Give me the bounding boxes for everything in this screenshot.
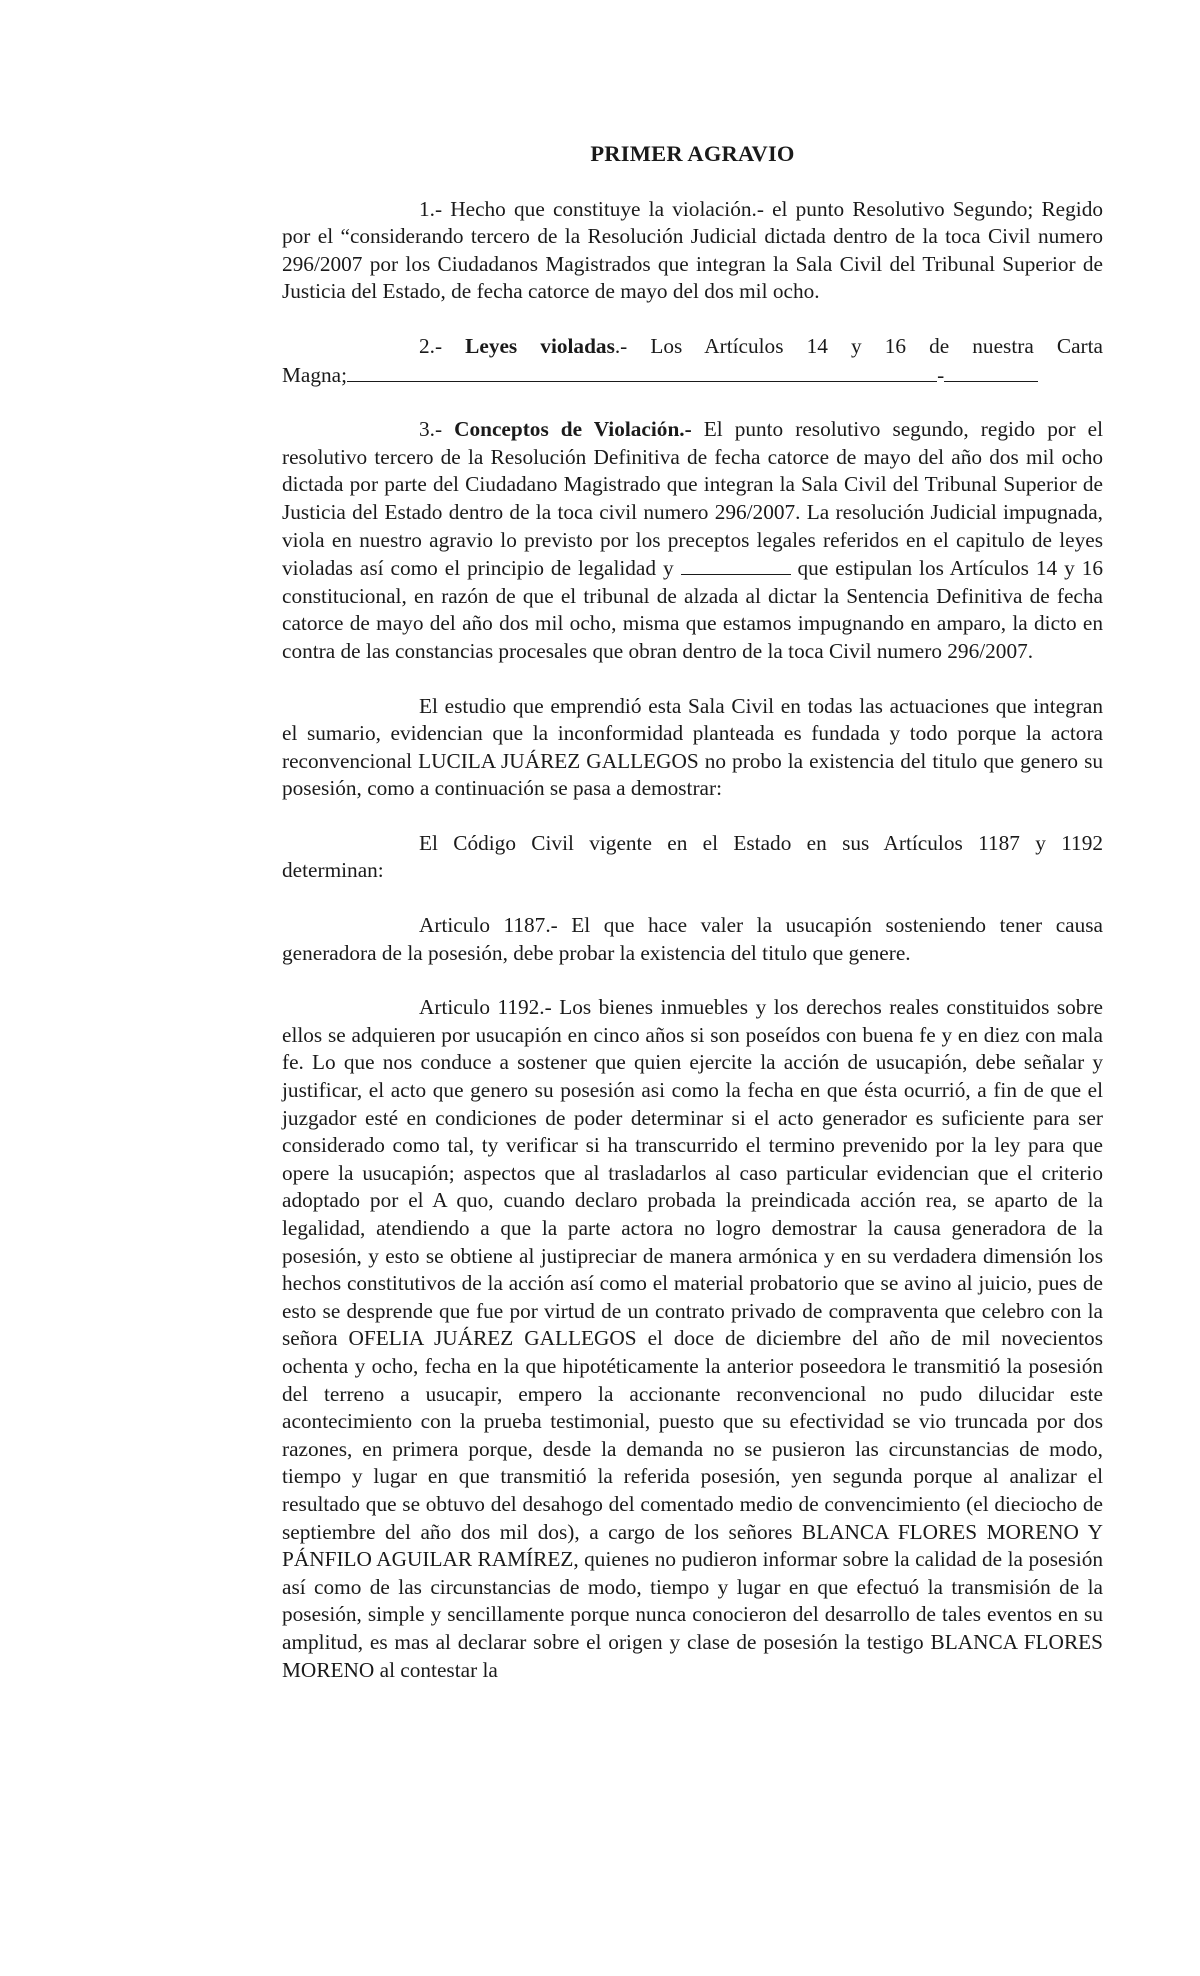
section-heading: Leyes violadas [465,333,615,358]
document-title: PRIMER AGRAVIO [590,141,795,166]
paragraph-articulo-1192: Articulo 1192.- Los bienes inmuebles y los derechos reales constituidos sobre ellos se adquieren por usucapión en cinco años si son poseídos con buena fe y en diez con mala fe. Lo que nos conduce a sostener que quien ejercite la acción de usucapión, debe señalar y justificar, el acto que genero su posesión asi como la fecha en que ésta ocurrió, a fin de que el juzgador esté en condiciones de poder determinar si el acto generador es suficiente para ser considerado como tal, ty verificar si ha transcurrido el termino prevenido por la ley para que opere la usucapión; aspectos que al trasladarlos al caso particular evidencian que el criterio adoptado por el A quo, cuando declaro probada la preindicada acción rea, se aparto de la legalidad, atendiendo a que la parte actora no logro demostrar la causa generadora de la posesión, y esto se obtiene al justipreciar de manera armónica y en su verdadera dimensión los hechos constitutivos de la acción así como el material probatorio que se avino al juicio, pues de esto se desprende que fue por virtud de un contrato privado de compraventa que celebro con la señora OFELIA JUÁREZ GALLEGOS el doce de diciembre del año de mil novecientos ochenta y ocho, fecha en la que hipotéticamente la anterior poseedora le transmitió la posesión del terreno a usucapir, empero la accionante reconvencional no pudo dilucidar este acontecimiento con la prueba testimonial, puesto que su efectividad se vio truncada por dos razones, en primera porque, desde la demanda no se pusieron las circunstancias de modo, tiempo y lugar en que transmitió la referida posesión, yen segunda porque al analizar el resultado que se obtuvo del desahogo del comentado medio de convencimiento (el dieciocho de septiembre del año dos mil dos), a cargo de los señores BLANCA FLORES MORENO Y PÁNFILO AGUILAR RAMÍREZ, quienes no pudieron informar sobre la calidad de la posesión así como de las circunstancias de modo, tiempo y lugar en que efectuó la transmisión de la posesión, simple y sencillamente porque nunca conocieron del desarrollo de tales eventos en su amplitud, es mas al declarar sobre el origen y clase de posesión la testigo BLANCA FLORES MORENO al contestar la [282,995,1103,1682]
blank-line [347,361,937,382]
paragraph-leyes-violadas [282,333,1103,361]
paragraph-text: .- Los Artículos 14 y 16 de nuestra Carta [614,333,1103,358]
blank-line [681,554,791,575]
paragraph-number: 2.- [419,333,466,358]
paragraph-text: que estipulan los Artículos 14 y 16 constitucional, en razón de que el tribunal de alzada al dictar la Sentencia Definitiva de fecha catorce de mayo del año dos mil ocho, misma que estamos impugnando en amparo, la dicto en contra de las constancias procesales que obran dentro de la toca Civil numero 296/2007. [282,556,1104,663]
blank-line [944,361,1038,382]
section-heading: Conceptos de Violación.- [454,417,692,442]
paragraph-articulo-1187: Articulo 1187.- El que hace valer la usucapión sosteniendo tener causa generadora de la posesión, debe probar la existencia del titulo que genere. [282,913,1103,965]
paragraph-codigo-civil: El Código Civil vigente en el Estado en sus Artículos 1187 y 1192 [419,830,1103,855]
paragraph-estudio: El estudio que emprendió esta Sala Civil en todas las actuaciones que integran el sumario, evidencian que la inconformidad planteada es fundada y todo porque la actora reconvencional LUCILA JUÁREZ GALLEGOS no probo la existencia del titulo que genero su posesión, como a continuación se pasa a demostrar: [282,693,1103,801]
dash-text: - [937,362,945,387]
paragraph-conceptos-violacion [282,416,1103,665]
paragraph-text: Magna; [282,362,348,387]
paragraph-codigo-civil-continued: determinan: [282,858,384,883]
paragraph-number: 3.- [419,417,455,442]
document-body [282,140,1103,1684]
paragraph-hecho: 1.- Hecho que constituye la violación.- el punto Resolutivo Segundo; Regido por el “considerando tercero de la Resolución Judicial dictada dentro de la toca Civil numero 296/2007 por los Ciudadanos Magistrados que integran la Sala Civil del Tribunal Superior de Justicia del Estado, de fecha catorce de mayo del dos mil ocho. [282,196,1103,304]
paragraph-leyes-violadas-continued [282,361,1103,390]
paragraph-text: El punto resolutivo segundo, regido por el resolutivo tercero de la Resolución Definitiva de fecha catorce de mayo del año dos mil ocho dictada por parte del Ciudadano Magistrado que integran la Sala Civil del Tribunal Superior de Justicia del Estado dentro de la toca civil numero 296/2007. La resolución Judicial impugnada, viola en nuestro agravio lo previsto por los preceptos legales referidos en el capitulo de leyes violadas así como el principio de legalidad y [282,417,1103,581]
